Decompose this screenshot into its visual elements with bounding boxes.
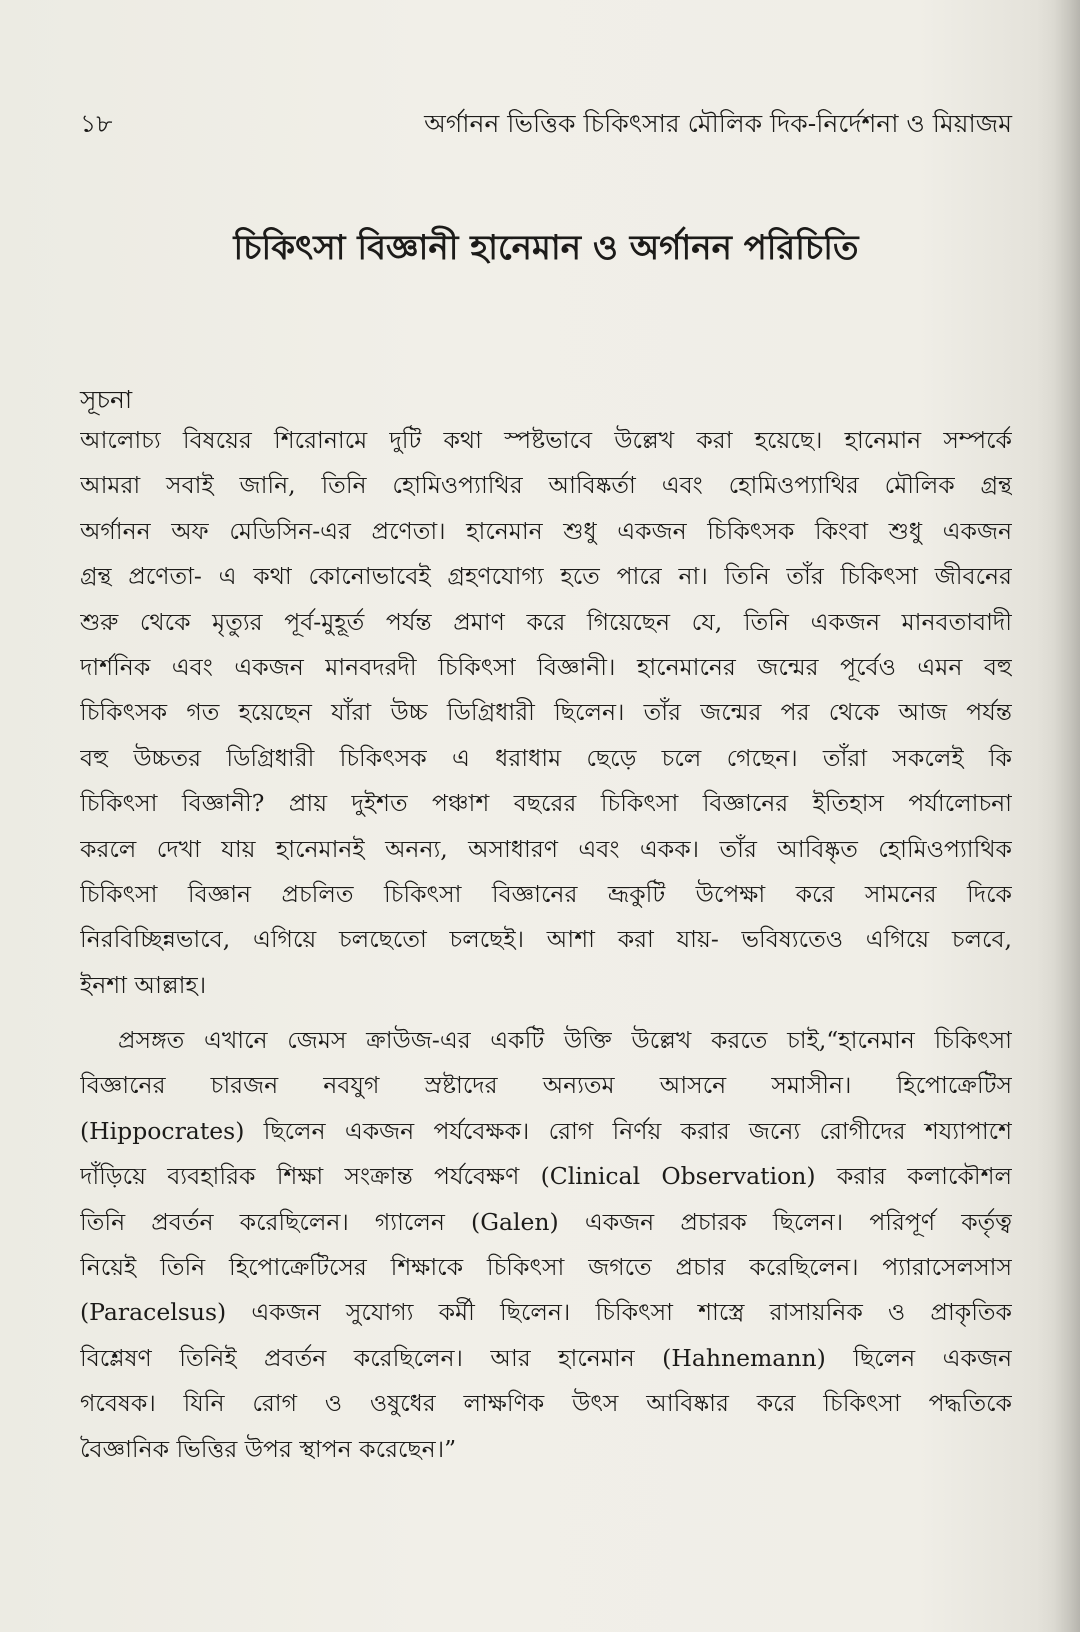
text-line: চিকিৎসা বিজ্ঞান প্রচলিত চিকিৎসা বিজ্ঞানের ভ্রূকুটি উপেক্ষা করে সামনের দিকে: [80, 879, 1012, 908]
running-header: [80, 104, 1012, 144]
text-line: দাঁড়িয়ে ব্যবহারিক শিক্ষা সংক্রান্ত পর্যবেক্ষণ (Clinical Observation) করার কলাকৌশল: [80, 1162, 1012, 1191]
page-number: ১৮: [80, 109, 113, 138]
text-line: বিশ্লেষণ তিনিই প্রবর্তন করেছিলেন। আর হানেমান (Hahnemann) ছিলেন একজন: [80, 1343, 1012, 1372]
section-heading: সূচনা: [80, 385, 133, 414]
text-line: চিকিৎসক গত হয়েছেন যাঁরা উচ্চ ডিগ্রিধারী ছিলেন। তাঁর জন্মের পর থেকে আজ পর্যন্ত: [80, 698, 1012, 727]
text-line: তিনি প্রবর্তন করেছিলেন। গ্যালেন (Galen) একজন প্রচারক ছিলেন। পরিপূর্ণ কর্তৃত্ব: [80, 1207, 1012, 1236]
text-line: আমরা সবাই জানি, তিনি হোমিওপ্যাথির আবিষ্কর্তা এবং হোমিওপ্যাথির মৌলিক গ্রন্থ: [80, 471, 1012, 500]
paragraph-quotation: [80, 1018, 1012, 1472]
text-line: নিরবিচ্ছিন্নভাবে, এগিয়ে চলছেতো চলছেই। আশা করা যায়- ভবিষ্যতেও এগিয়ে চলবে,: [80, 925, 1012, 954]
text-line: ইনশা আল্লাহ।: [80, 970, 207, 999]
text-line: বৈজ্ঞানিক ভিত্তির উপর স্থাপন করেছেন।”: [80, 1434, 457, 1463]
chapter-title: চিকিৎসা বিজ্ঞানী হানেমান ও অর্গানন পরিচিতি: [233, 228, 859, 268]
text-line: নিয়েই তিনি হিপোক্রেটিসের শিক্ষাকে চিকিৎসা জগতে প্রচার করেছিলেন। প্যারাসেলসাস: [80, 1252, 1012, 1281]
text-line: গ্রন্থ প্রণেতা- এ কথা কোনোভাবেই গ্রহণযোগ্য হতে পারে না। তিনি তাঁর চিকিৎসা জীবনের: [80, 562, 1012, 591]
text-line: (Hippocrates) ছিলেন একজন পর্যবেক্ষক। রোগ নির্ণয় করার জন্যে রোগীদের শয্যাপাশে: [80, 1116, 1012, 1145]
text-line: (Paracelsus) একজন সুযোগ্য কর্মী ছিলেন। চিকিৎসা শাস্ত্রে রাসায়নিক ও প্রাকৃতিক: [80, 1298, 1012, 1327]
text-line: শুরু থেকে মৃত্যুর পূর্ব-মুহূর্ত পর্যন্ত প্রমাণ করে গিয়েছেন যে, তিনি একজন মানবতাবাদী: [80, 607, 1012, 636]
page-edge-shadow: [1054, 0, 1080, 1632]
running-book-title: অর্গানন ভিত্তিক চিকিৎসার মৌলিক দিক-নির্দেশনা ও মিয়াজম: [424, 109, 1012, 138]
paragraph-introduction: [80, 418, 1012, 1008]
text-line: বিজ্ঞানের চারজন নবযুগ স্রষ্টাদের অন্যতম আসনে সমাসীন। হিপোক্রেটিস: [80, 1071, 1012, 1100]
text-line: চিকিৎসা বিজ্ঞানী? প্রায় দুইশত পঞ্চাশ বছরের চিকিৎসা বিজ্ঞানের ইতিহাস পর্যালোচনা: [80, 789, 1012, 818]
text-line: আলোচ্য বিষয়ের শিরোনামে দুটি কথা স্পষ্টভাবে উল্লেখ করা হয়েছে। হানেমান সম্পর্কে: [80, 426, 1012, 454]
text-line: করলে দেখা যায় হানেমানই অনন্য, অসাধারণ এবং একক। তাঁর আবিষ্কৃত হোমিওপ্যাথিক: [80, 834, 1012, 863]
text-line: গবেষক। যিনি রোগ ও ওষুধের লাক্ষণিক উৎস আবিষ্কার করে চিকিৎসা পদ্ধতিকে: [80, 1389, 1012, 1418]
text-line: বহু উচ্চতর ডিগ্রিধারী চিকিৎসক এ ধরাধাম ছেড়ে চলে গেছেন। তাঁরা সকলেই কি: [80, 743, 1012, 772]
text-line: দার্শনিক এবং একজন মানবদরদী চিকিৎসা বিজ্ঞানী। হানেমানের জন্মের পূর্বেও এমন বহু: [80, 652, 1012, 681]
text-line: অর্গানন অফ মেডিসিন-এর প্রণেতা। হানেমান শুধু একজন চিকিৎসক কিংবা শুধু একজন: [80, 516, 1012, 545]
text-line: প্রসঙ্গত এখানে জেমস ক্রাউজ-এর একটি উক্তি উল্লেখ করতে চাই,“হানেমান চিকিৎসা: [118, 1026, 1012, 1054]
